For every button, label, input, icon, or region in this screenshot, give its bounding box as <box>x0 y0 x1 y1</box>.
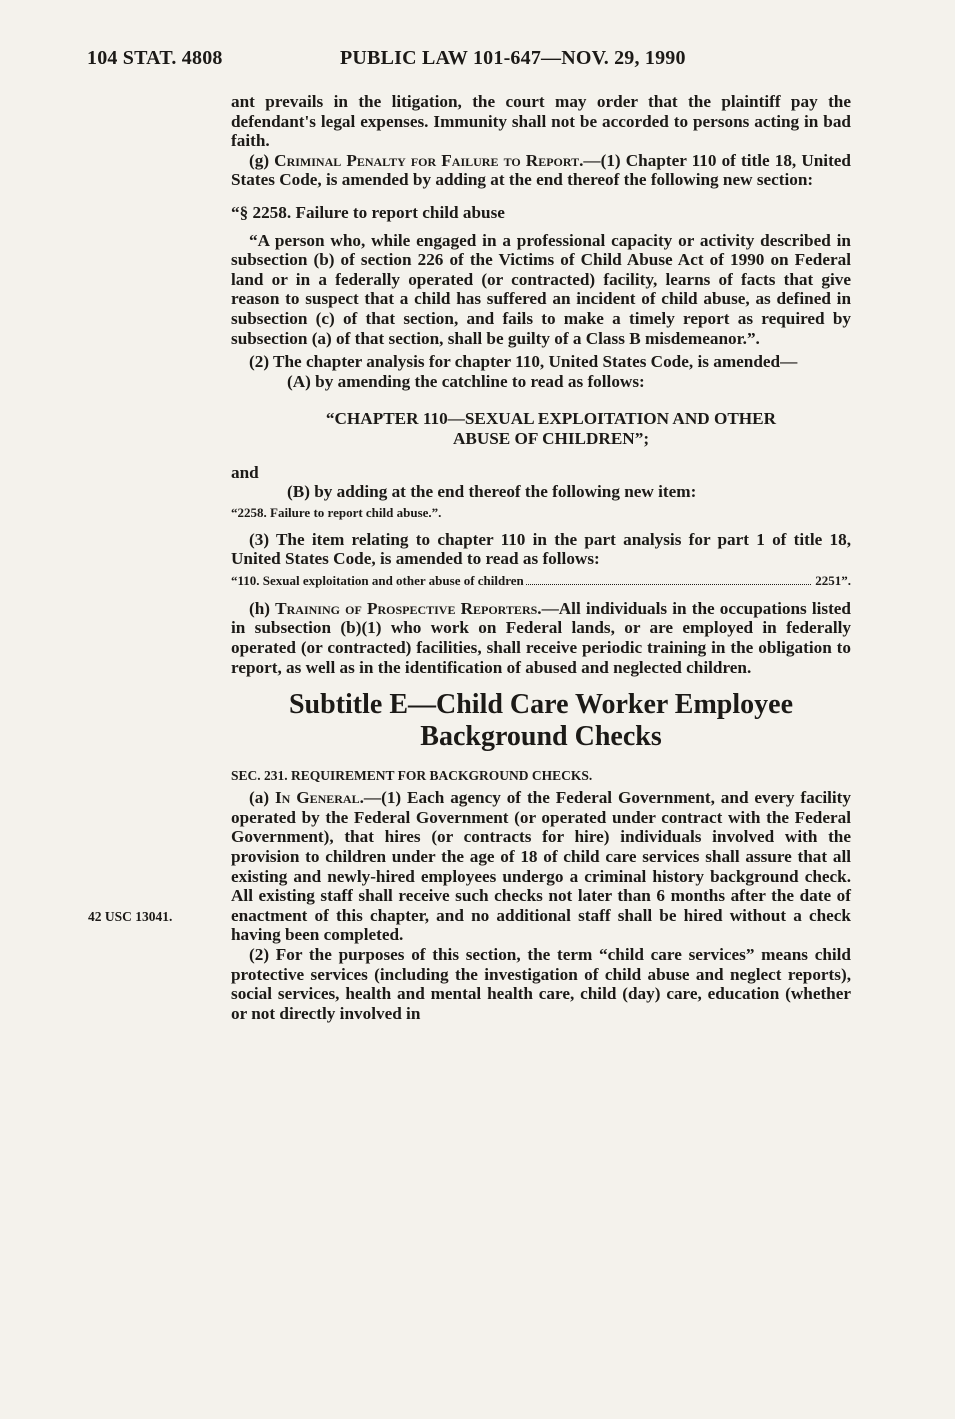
paragraph-g2a: (A) by amending the catchline to read as follows: <box>287 371 645 391</box>
paragraph-continuation: ant prevails in the litigation, the court may order that the plaintiff pay the defendant's legal expenses. Immunity shall not be accorded to persons acting in bad faith. <box>231 92 851 151</box>
chapter-title <box>231 409 851 448</box>
toc-entry-label: “110. Sexual exploitation and other abuse of children <box>231 572 524 588</box>
public-law-citation: PUBLIC LAW 101-647—NOV. 29, 1990 <box>340 47 686 69</box>
h-text: —All individuals in the occupations listed in subsection (b)(1) who work on Federal lands, or are employed in federally operated (or contracted) facilities, shall receive periodic training in the obligation to report, as well as in the identification of abused and neglected children. <box>231 598 851 677</box>
paragraph-g2b: (B) by adding at the end thereof the following new item: <box>287 482 697 502</box>
paragraph-g <box>231 151 851 190</box>
chapter-title-line-1: “CHAPTER 110—SEXUAL EXPLOITATION AND OTHER <box>325 409 777 429</box>
chapter-title-line-2: ABUSE OF CHILDREN”; <box>452 428 650 448</box>
g-text: —(1) Chapter 110 of title 18, United States Code, is amended by adding at the end thereof the following new section: <box>231 150 851 190</box>
toc-entry-page: 2251”. <box>815 572 851 588</box>
document-body <box>231 92 851 1023</box>
paragraph-h <box>231 599 851 677</box>
section-231-heading: SEC. 231. REQUIREMENT FOR BACKGROUND CHECKS. <box>231 768 593 784</box>
section-2258-text: “A person who, while engaged in a professional capacity or activity described in subsection (b) of section 226 of the Victims of Child Abuse Act of 1990 on Federal land or in a federally operated (or contracted) facility, learns of facts that give reason to suspect that a child has suffered an incident of child abuse, as defined in subsection (c) of that section, and fails to make a timely report as required by subsection (a) of that section, shall be guilty of a Class B misdemeanor.”. <box>231 230 851 348</box>
h-heading: Training of Prospective Reporters. <box>275 598 542 618</box>
a-text: —(1) Each agency of the Federal Government, and every facility operated by the Federal Government (or operated under contract with the Federal Government), that hires (or contracts for hire) individuals involved with the provision to children under the age of 18 of child care services shall assure that all existing and newly-hired employees undergo a criminal history background check. All existing staff shall receive such checks not later than 6 months after the date of enactment of this chapter, and no additional staff shall be hired without a check having been completed. <box>231 788 851 945</box>
paragraph-g2: (2) The chapter analysis for chapter 110, United States Code, is amended— <box>249 352 798 372</box>
h-label: (h) <box>249 598 276 618</box>
a-heading: In General. <box>274 788 364 808</box>
paragraph-g3: (3) The item relating to chapter 110 in the part analysis for part 1 of title 18, United States Code, is amended to read as follows: <box>231 529 851 569</box>
margin-note-usc: 42 USC 13041. <box>88 909 173 924</box>
a-label: (a) <box>249 788 275 808</box>
and-connector: and <box>231 462 259 482</box>
g-heading: Criminal Penalty for Failure to Report. <box>274 150 584 170</box>
new-item-2258: “2258. Failure to report child abuse.”. <box>231 504 442 520</box>
paragraph-a2: (2) For the purposes of this section, the term “child care services” means child protective services (including the investigation of child abuse and neglect reports), social services, health and mental health care, child (day) care, education (whether or not directly involved in <box>231 945 851 1023</box>
subtitle-line-2: Background Checks <box>420 721 662 753</box>
toc-entry-110 <box>231 571 851 591</box>
paragraph-a <box>231 788 851 945</box>
stat-page-number: 104 STAT. 4808 <box>87 47 223 69</box>
g-label: (g) <box>249 150 275 170</box>
subtitle-e-heading <box>231 689 851 753</box>
toc-leader-dots <box>526 584 811 585</box>
section-2258-heading: “§ 2258. Failure to report child abuse <box>231 202 505 222</box>
subtitle-line-1: Subtitle E—Child Care Worker Employee <box>288 689 794 721</box>
